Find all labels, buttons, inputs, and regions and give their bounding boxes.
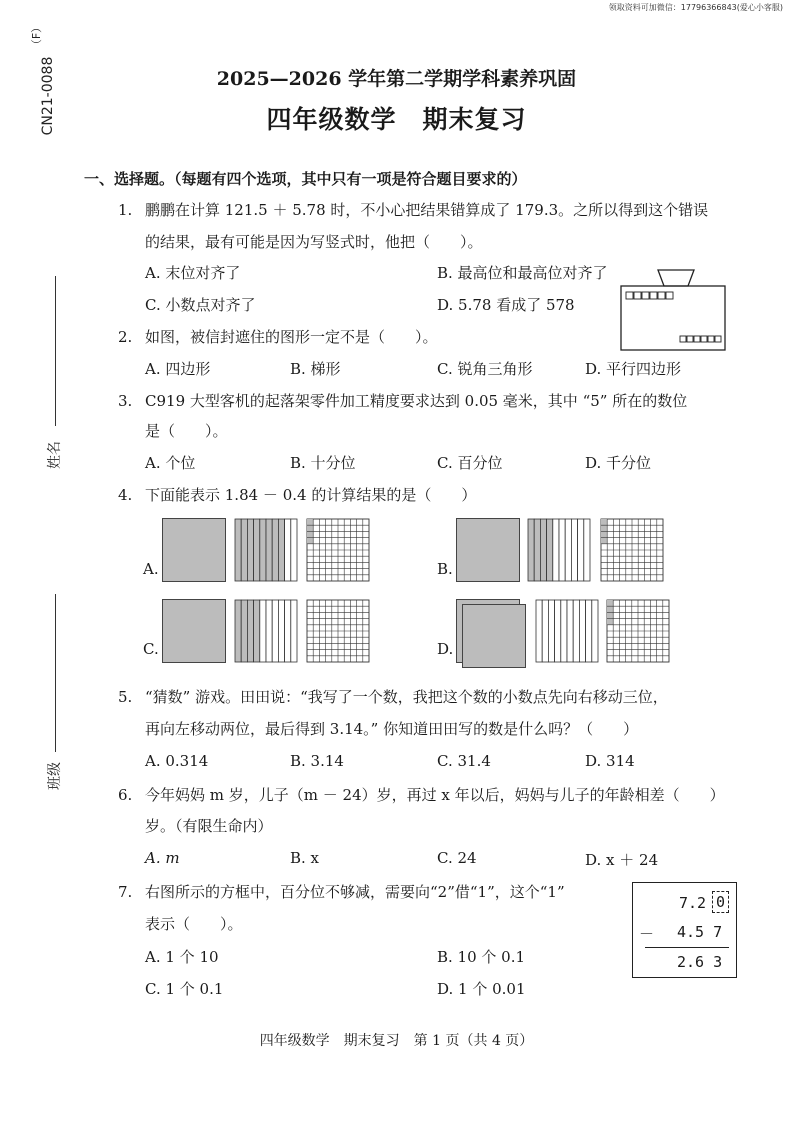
- calc-borrow-box: 0: [712, 891, 729, 913]
- q4a-hundredths-figure: [306, 518, 370, 582]
- q4-option-a[interactable]: A.: [143, 560, 159, 578]
- section-title: 一、选择题。（每题有四个选项，其中只有一项是符合题目要求的）: [84, 170, 527, 188]
- q3-number: 3.: [118, 392, 133, 410]
- q6-option-a[interactable]: A. m: [145, 849, 180, 867]
- subtraction-box: [632, 882, 737, 978]
- q7-option-c[interactable]: C. 1 个 0.1: [145, 980, 224, 998]
- q5-stem-line1: “猜数” 游戏。田田说：“我写了一个数，我把这个数的小数点先向右移动三位，: [145, 688, 668, 706]
- q4a-tenths-figure: [234, 518, 298, 582]
- q4b-whole-square: [456, 518, 520, 582]
- page-subtitle: 四年级数学 期末复习: [266, 105, 527, 134]
- q4c-tenths-figure: [234, 599, 298, 663]
- q6-number: 6.: [118, 786, 133, 804]
- q6-option-c[interactable]: C. 24: [437, 849, 477, 867]
- side-code: CN21-0088: [40, 56, 56, 136]
- q2-option-b[interactable]: B. 梯形: [290, 360, 341, 378]
- q7-option-b[interactable]: B. 10 个 0.1: [437, 948, 526, 966]
- calc-minuend: 7.2: [679, 894, 707, 912]
- q7-option-d[interactable]: D. 1 个 0.01: [437, 980, 526, 998]
- q3-stem-line1: C919 大型客机的起落架零件加工精度要求达到 0.05 毫米，其中 “5” 所在的数位: [145, 392, 688, 410]
- q1-option-a[interactable]: A. 末位对齐了: [145, 264, 241, 282]
- q5-number: 5.: [118, 688, 133, 706]
- class-label: 班级: [47, 762, 63, 790]
- name-label: 姓名: [47, 441, 63, 469]
- q4a-whole-square: [162, 518, 226, 582]
- q4c-hundredths-figure: [306, 599, 370, 663]
- q2-stem: 如图，被信封遮住的图形一定不是（ ）。: [145, 328, 438, 346]
- q5-option-d[interactable]: D. 314: [585, 752, 635, 770]
- q7-stem-line2: 表示（ ）。: [145, 915, 243, 933]
- q7-number: 7.: [118, 883, 133, 901]
- q3-option-a[interactable]: A. 个位: [145, 454, 196, 472]
- q1-option-b[interactable]: B. 最高位和最高位对齐了: [437, 264, 608, 282]
- q1-stem-line2: 的结果，最有可能是因为写竖式时，他把（ ）。: [145, 233, 483, 251]
- q6-option-d[interactable]: D. x ＋ 24: [585, 851, 659, 869]
- q2-number: 2.: [118, 328, 133, 346]
- side-code-f: （F）: [30, 21, 44, 51]
- q6-option-b[interactable]: B. x: [290, 849, 320, 867]
- q4c-whole-square: [162, 599, 226, 663]
- q7-option-a[interactable]: A. 1 个 10: [145, 948, 219, 966]
- q4d-tenths-figure: [535, 599, 599, 663]
- name-line: [55, 276, 56, 426]
- q6-stem-line2: 岁。（有限生命内）: [145, 817, 273, 835]
- q4-stem: 下面能表示 1.84 － 0.4 的计算结果的是（ ）: [145, 486, 477, 504]
- calc-subtrahend: 4.5 7: [677, 923, 723, 941]
- page-title: 2025—2026 学年第二学期学科素养巩固: [216, 68, 577, 90]
- q5-option-a[interactable]: A. 0.314: [145, 752, 209, 770]
- q1-number: 1.: [118, 201, 133, 219]
- calc-result: 2.6 3: [677, 953, 723, 971]
- envelope-figure: [618, 268, 728, 354]
- q3-option-b[interactable]: B. 十分位: [290, 454, 356, 472]
- q5-option-c[interactable]: C. 31.4: [437, 752, 491, 770]
- class-line: [55, 594, 56, 752]
- page-footer: 四年级数学 期末复习 第 1 页（共 4 页）: [259, 1033, 534, 1049]
- q4d-hundredths-figure: [606, 599, 670, 663]
- q4-option-d[interactable]: D.: [437, 640, 454, 658]
- q3-stem-line2: 是（ ）。: [145, 422, 228, 440]
- watermark-text: 领取资料可加微信：17796366843(爱心小客服): [608, 3, 783, 12]
- q2-option-a[interactable]: A. 四边形: [145, 360, 211, 378]
- q4-option-c[interactable]: C.: [143, 640, 159, 658]
- q3-option-c[interactable]: C. 百分位: [437, 454, 503, 472]
- calc-divider: [645, 947, 729, 948]
- q1-option-c[interactable]: C. 小数点对齐了: [145, 296, 256, 314]
- q7-stem-line1: 右图所示的方框中，百分位不够减，需要向“2”借“1”，这个“1”: [145, 883, 565, 901]
- q5-stem-line2: 再向左移动两位，最后得到 3.14。” 你知道田田写的数是什么吗？（ ）: [145, 720, 639, 738]
- q4d-whole-square-front: [462, 604, 526, 668]
- q1-stem-line1: 鹏鹏在计算 121.5 ＋ 5.78 时，不小心把结果错算成了 179.3。之所以得到这个错误: [145, 201, 709, 219]
- q1-option-d[interactable]: D. 5.78 看成了 578: [437, 296, 575, 314]
- calc-minus-sign: －: [639, 925, 655, 943]
- q5-option-b[interactable]: B. 3.14: [290, 752, 344, 770]
- q6-stem-line1: 今年妈妈 m 岁，儿子（m － 24）岁，再过 x 年以后，妈妈与儿子的年龄相差（ ）: [145, 786, 725, 804]
- q4-number: 4.: [118, 486, 133, 504]
- q3-option-d[interactable]: D. 千分位: [585, 454, 652, 472]
- q2-option-d[interactable]: D. 平行四边形: [585, 360, 682, 378]
- q2-option-c[interactable]: C. 锐角三角形: [437, 360, 533, 378]
- q4b-tenths-figure: [527, 518, 591, 582]
- q4b-hundredths-figure: [600, 518, 664, 582]
- q4-option-b[interactable]: B.: [437, 560, 453, 578]
